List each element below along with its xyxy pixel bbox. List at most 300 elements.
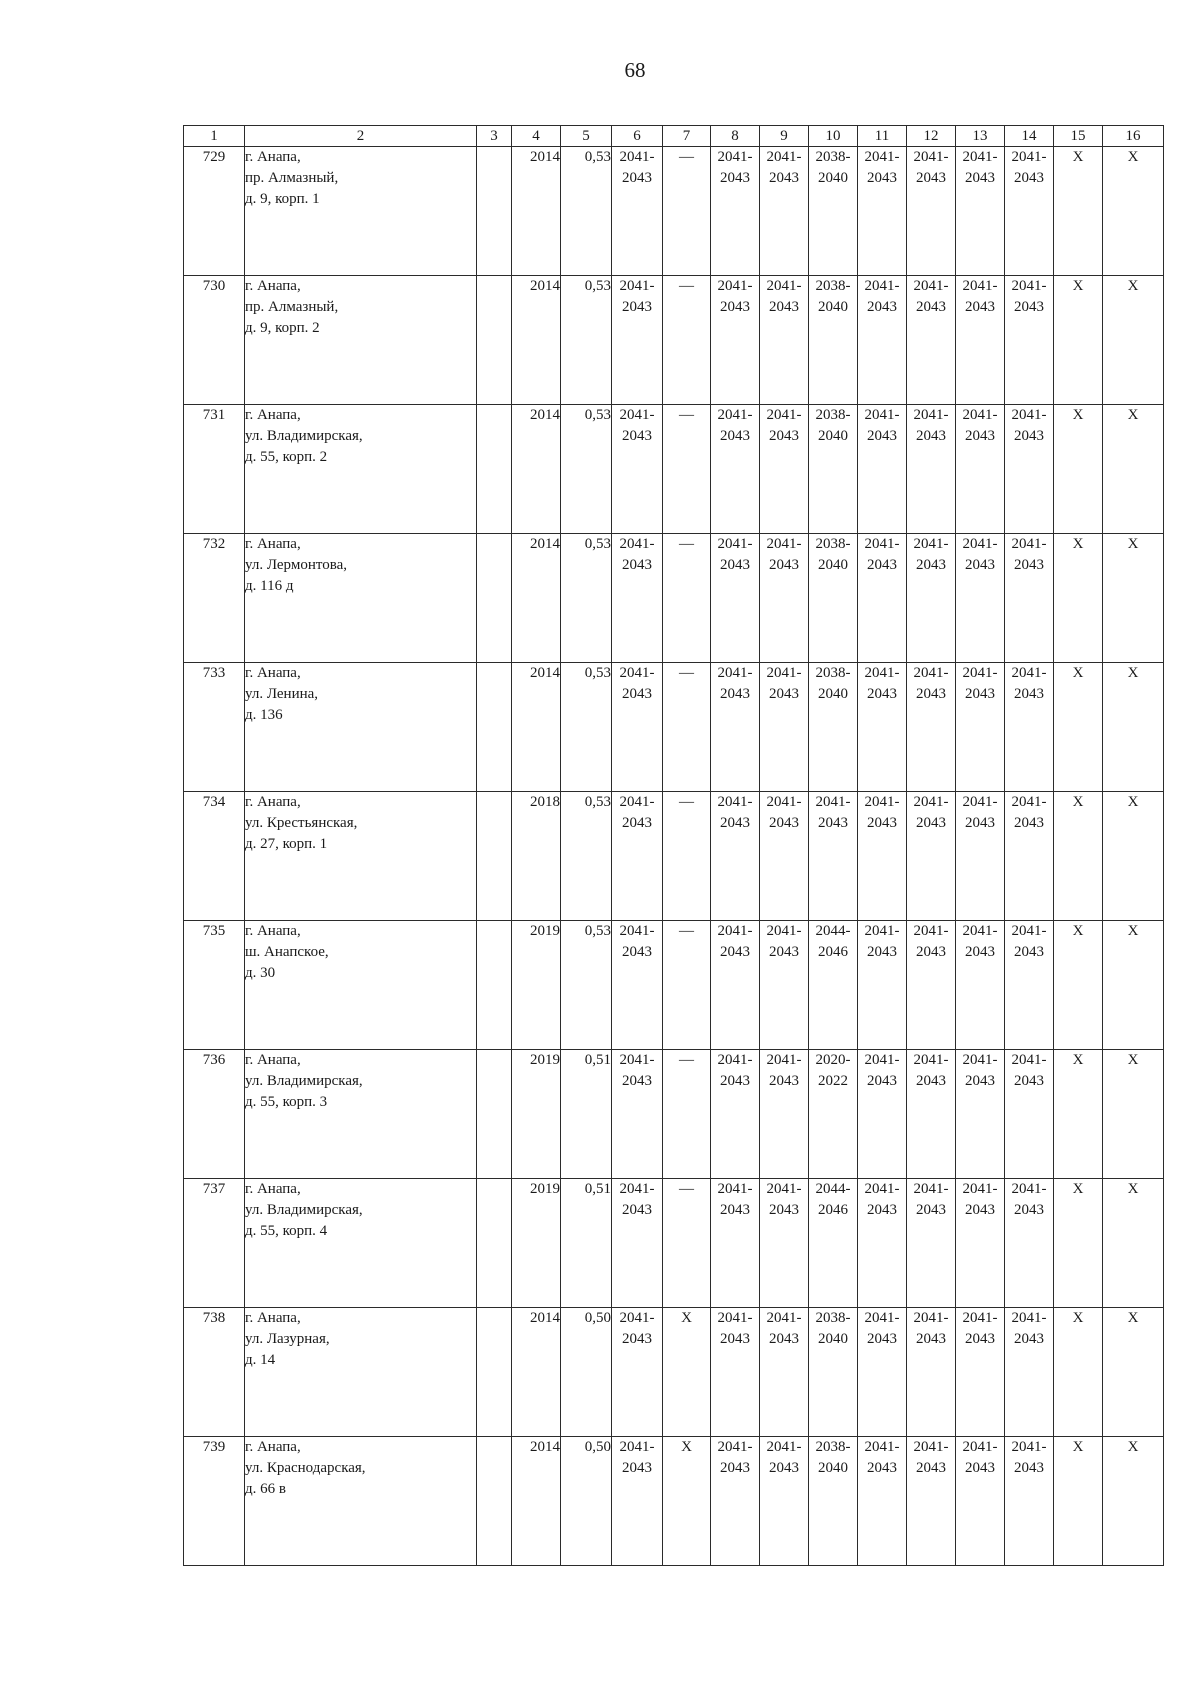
period-end: 2043 <box>622 815 652 831</box>
col-16-cell: X <box>1103 147 1164 276</box>
period-end: 2043 <box>769 1202 799 1218</box>
period-end: 2043 <box>622 686 652 702</box>
address-cell <box>245 1437 477 1566</box>
period-start: 2041- <box>717 149 753 165</box>
column-header: 10 <box>809 126 858 147</box>
period-end: 2040 <box>818 1331 848 1347</box>
period-cell <box>809 1308 858 1437</box>
period-cell <box>612 276 663 405</box>
period-start: 2041- <box>619 536 655 552</box>
period-start: 2041- <box>913 149 949 165</box>
address-cell <box>245 792 477 921</box>
period-end: 2043 <box>867 170 897 186</box>
address-line: г. Анапа, <box>245 1052 301 1068</box>
period-end: 2043 <box>867 944 897 960</box>
period-start: 2038- <box>815 407 851 423</box>
period-cell <box>760 276 809 405</box>
period-start: 2041- <box>962 1439 998 1455</box>
year-cell: 2014 <box>512 534 561 663</box>
period-end: 2043 <box>965 557 995 573</box>
address-line: г. Анапа, <box>245 536 301 552</box>
coefficient-cell: 0,53 <box>561 405 612 534</box>
period-cell <box>907 1308 956 1437</box>
address-line: ул. Владимирская, <box>245 1202 363 1218</box>
period-start: 2041- <box>864 149 900 165</box>
period-cell <box>1005 792 1054 921</box>
period-cell <box>711 1308 760 1437</box>
period-cell <box>858 276 907 405</box>
period-cell <box>956 1050 1005 1179</box>
period-start: 2041- <box>864 536 900 552</box>
period-start: 2038- <box>815 665 851 681</box>
period-cell <box>858 405 907 534</box>
period-start: 2041- <box>766 278 802 294</box>
period-start: 2041- <box>962 278 998 294</box>
address-line: ул. Крестьянская, <box>245 815 358 831</box>
period-start: 2041- <box>619 794 655 810</box>
period-start: 2041- <box>1011 1310 1047 1326</box>
period-cell <box>858 792 907 921</box>
period-end: 2043 <box>916 686 946 702</box>
period-start: 2041- <box>717 1052 753 1068</box>
period-start: 2041- <box>1011 794 1047 810</box>
column-header: 4 <box>512 126 561 147</box>
year-cell: 2019 <box>512 921 561 1050</box>
address-line: д. 136 <box>245 707 283 723</box>
period-end: 2043 <box>769 686 799 702</box>
col-7-cell: X <box>663 1437 711 1566</box>
period-cell <box>956 147 1005 276</box>
period-cell <box>907 147 956 276</box>
period-end: 2022 <box>818 1073 848 1089</box>
period-end: 2043 <box>1014 1460 1044 1476</box>
coefficient-cell: 0,53 <box>561 534 612 663</box>
row-number-cell: 739 <box>184 1437 245 1566</box>
col-7-cell: — <box>663 405 711 534</box>
period-end: 2043 <box>622 428 652 444</box>
year-cell: 2014 <box>512 1437 561 1566</box>
col-15-cell: X <box>1054 1179 1103 1308</box>
period-start: 2041- <box>864 794 900 810</box>
col-3-cell <box>477 405 512 534</box>
period-start: 2041- <box>619 278 655 294</box>
period-end: 2043 <box>965 686 995 702</box>
address-line: г. Анапа, <box>245 923 301 939</box>
period-end: 2046 <box>818 1202 848 1218</box>
period-cell <box>956 1437 1005 1566</box>
period-start: 2041- <box>913 1052 949 1068</box>
period-end: 2043 <box>622 944 652 960</box>
coefficient-cell: 0,51 <box>561 1050 612 1179</box>
period-end: 2043 <box>769 1331 799 1347</box>
period-end: 2043 <box>916 428 946 444</box>
page-number: 68 <box>624 58 646 82</box>
period-end: 2043 <box>720 686 750 702</box>
period-start: 2041- <box>913 1439 949 1455</box>
period-cell <box>711 792 760 921</box>
col-15-cell: X <box>1054 1308 1103 1437</box>
table-row <box>184 1437 1164 1566</box>
period-cell <box>907 663 956 792</box>
period-cell <box>711 1050 760 1179</box>
period-start: 2041- <box>766 407 802 423</box>
period-start: 2038- <box>815 149 851 165</box>
row-number-cell: 737 <box>184 1179 245 1308</box>
period-start: 2041- <box>913 536 949 552</box>
row-number-cell: 730 <box>184 276 245 405</box>
period-cell <box>612 1179 663 1308</box>
column-header: 9 <box>760 126 809 147</box>
period-start: 2044- <box>815 923 851 939</box>
period-end: 2040 <box>818 299 848 315</box>
period-start: 2041- <box>766 794 802 810</box>
period-end: 2043 <box>720 1073 750 1089</box>
period-cell <box>809 276 858 405</box>
period-cell <box>711 1179 760 1308</box>
period-cell <box>809 792 858 921</box>
row-number-cell: 733 <box>184 663 245 792</box>
period-start: 2041- <box>913 794 949 810</box>
column-header: 12 <box>907 126 956 147</box>
period-start: 2041- <box>717 794 753 810</box>
col-3-cell <box>477 1437 512 1566</box>
coefficient-cell: 0,53 <box>561 921 612 1050</box>
column-header: 2 <box>245 126 477 147</box>
period-end: 2043 <box>720 299 750 315</box>
period-end: 2043 <box>720 1202 750 1218</box>
col-16-cell: X <box>1103 792 1164 921</box>
address-line: ул. Владимирская, <box>245 428 363 444</box>
col-15-cell: X <box>1054 405 1103 534</box>
col-7-cell: X <box>663 1308 711 1437</box>
period-start: 2041- <box>766 1052 802 1068</box>
period-cell <box>711 405 760 534</box>
period-start: 2041- <box>717 536 753 552</box>
address-line: пр. Алмазный, <box>245 170 339 186</box>
period-end: 2043 <box>720 428 750 444</box>
address-line: ул. Лазурная, <box>245 1331 330 1347</box>
col-3-cell <box>477 276 512 405</box>
period-end: 2043 <box>916 815 946 831</box>
table-row <box>184 1179 1164 1308</box>
period-start: 2041- <box>619 407 655 423</box>
period-cell <box>760 147 809 276</box>
period-start: 2041- <box>962 1181 998 1197</box>
period-end: 2043 <box>867 815 897 831</box>
period-end: 2043 <box>622 1073 652 1089</box>
period-end: 2043 <box>916 1202 946 1218</box>
period-cell <box>612 921 663 1050</box>
period-end: 2043 <box>622 557 652 573</box>
row-number-cell: 731 <box>184 405 245 534</box>
address-cell <box>245 1050 477 1179</box>
period-start: 2041- <box>962 536 998 552</box>
period-cell <box>956 1179 1005 1308</box>
address-line: д. 55, корп. 4 <box>245 1223 328 1239</box>
period-end: 2043 <box>720 170 750 186</box>
period-cell <box>858 921 907 1050</box>
period-cell <box>956 534 1005 663</box>
col-15-cell: X <box>1054 534 1103 663</box>
period-end: 2043 <box>867 1331 897 1347</box>
col-15-cell: X <box>1054 663 1103 792</box>
col-15-cell: X <box>1054 1050 1103 1179</box>
period-start: 2038- <box>815 278 851 294</box>
address-cell <box>245 276 477 405</box>
period-cell <box>858 663 907 792</box>
address-cell <box>245 1308 477 1437</box>
table-row <box>184 663 1164 792</box>
period-end: 2043 <box>867 1073 897 1089</box>
period-end: 2043 <box>769 815 799 831</box>
address-line: г. Анапа, <box>245 665 301 681</box>
period-start: 2041- <box>962 407 998 423</box>
col-16-cell: X <box>1103 276 1164 405</box>
address-line: г. Анапа, <box>245 794 301 810</box>
period-start: 2041- <box>1011 536 1047 552</box>
coefficient-cell: 0,53 <box>561 663 612 792</box>
period-cell <box>612 1437 663 1566</box>
col-3-cell <box>477 792 512 921</box>
period-end: 2043 <box>622 1460 652 1476</box>
period-end: 2043 <box>916 557 946 573</box>
period-start: 2041- <box>815 794 851 810</box>
period-end: 2040 <box>818 1460 848 1476</box>
period-cell <box>1005 1437 1054 1566</box>
column-header: 3 <box>477 126 512 147</box>
column-header: 7 <box>663 126 711 147</box>
col-3-cell <box>477 534 512 663</box>
column-header: 5 <box>561 126 612 147</box>
period-end: 2040 <box>818 686 848 702</box>
col-15-cell: X <box>1054 921 1103 1050</box>
period-cell <box>907 534 956 663</box>
period-end: 2043 <box>867 557 897 573</box>
period-start: 2041- <box>717 1439 753 1455</box>
period-start: 2041- <box>962 1310 998 1326</box>
row-number-cell: 732 <box>184 534 245 663</box>
period-start: 2041- <box>717 278 753 294</box>
period-cell <box>956 276 1005 405</box>
period-start: 2020- <box>815 1052 851 1068</box>
address-cell <box>245 147 477 276</box>
period-start: 2041- <box>619 1439 655 1455</box>
period-cell <box>612 405 663 534</box>
address-line: г. Анапа, <box>245 1310 301 1326</box>
col-7-cell: — <box>663 1179 711 1308</box>
period-cell <box>809 1179 858 1308</box>
address-line: г. Анапа, <box>245 407 301 423</box>
period-start: 2038- <box>815 536 851 552</box>
period-cell <box>858 534 907 663</box>
period-cell <box>907 921 956 1050</box>
period-cell <box>1005 147 1054 276</box>
period-start: 2041- <box>913 407 949 423</box>
period-cell <box>1005 1308 1054 1437</box>
period-start: 2041- <box>717 665 753 681</box>
period-start: 2038- <box>815 1310 851 1326</box>
period-start: 2041- <box>1011 149 1047 165</box>
column-header: 14 <box>1005 126 1054 147</box>
coefficient-cell: 0,53 <box>561 147 612 276</box>
period-start: 2041- <box>1011 278 1047 294</box>
row-number-cell: 738 <box>184 1308 245 1437</box>
period-end: 2043 <box>769 299 799 315</box>
col-3-cell <box>477 1308 512 1437</box>
period-start: 2041- <box>913 1310 949 1326</box>
year-cell: 2014 <box>512 405 561 534</box>
period-end: 2043 <box>769 557 799 573</box>
coefficient-cell: 0,53 <box>561 792 612 921</box>
period-cell <box>907 1437 956 1566</box>
period-end: 2043 <box>622 1331 652 1347</box>
period-cell <box>612 1308 663 1437</box>
period-start: 2041- <box>864 407 900 423</box>
period-cell <box>760 1179 809 1308</box>
period-cell <box>858 1308 907 1437</box>
period-end: 2043 <box>1014 428 1044 444</box>
address-cell <box>245 663 477 792</box>
period-start: 2041- <box>619 1052 655 1068</box>
period-cell <box>1005 921 1054 1050</box>
table-row <box>184 276 1164 405</box>
period-end: 2043 <box>965 299 995 315</box>
period-end: 2043 <box>1014 299 1044 315</box>
col-16-cell: X <box>1103 1050 1164 1179</box>
period-end: 2043 <box>867 1202 897 1218</box>
period-cell <box>956 405 1005 534</box>
col-7-cell: — <box>663 921 711 1050</box>
period-end: 2043 <box>720 1331 750 1347</box>
period-end: 2043 <box>1014 686 1044 702</box>
period-cell <box>711 147 760 276</box>
period-end: 2043 <box>916 944 946 960</box>
address-line: д. 116 д <box>245 578 294 594</box>
table-row <box>184 792 1164 921</box>
col-16-cell: X <box>1103 1308 1164 1437</box>
col-3-cell <box>477 921 512 1050</box>
col-15-cell: X <box>1054 792 1103 921</box>
period-start: 2041- <box>1011 923 1047 939</box>
address-line: д. 66 в <box>245 1481 286 1497</box>
period-start: 2044- <box>815 1181 851 1197</box>
column-header: 11 <box>858 126 907 147</box>
period-cell <box>711 1437 760 1566</box>
period-cell <box>760 792 809 921</box>
period-start: 2041- <box>913 1181 949 1197</box>
period-cell <box>1005 405 1054 534</box>
coefficient-cell: 0,50 <box>561 1437 612 1566</box>
period-cell <box>760 921 809 1050</box>
table-row <box>184 1050 1164 1179</box>
period-start: 2041- <box>864 665 900 681</box>
period-start: 2041- <box>864 1439 900 1455</box>
period-end: 2040 <box>818 557 848 573</box>
address-line: д. 9, корп. 2 <box>245 320 320 336</box>
address-line: пр. Алмазный, <box>245 299 339 315</box>
period-end: 2043 <box>867 428 897 444</box>
table-row <box>184 147 1164 276</box>
period-start: 2041- <box>619 923 655 939</box>
coefficient-cell: 0,53 <box>561 276 612 405</box>
period-start: 2041- <box>864 278 900 294</box>
period-end: 2043 <box>720 557 750 573</box>
col-3-cell <box>477 1050 512 1179</box>
col-16-cell: X <box>1103 663 1164 792</box>
period-cell <box>1005 1179 1054 1308</box>
period-start: 2041- <box>766 1439 802 1455</box>
period-end: 2043 <box>769 170 799 186</box>
period-end: 2043 <box>916 1073 946 1089</box>
column-header: 6 <box>612 126 663 147</box>
col-15-cell: X <box>1054 276 1103 405</box>
period-cell <box>907 792 956 921</box>
period-start: 2041- <box>1011 665 1047 681</box>
period-end: 2043 <box>1014 815 1044 831</box>
col-3-cell <box>477 147 512 276</box>
period-start: 2041- <box>962 794 998 810</box>
row-number-cell: 729 <box>184 147 245 276</box>
period-end: 2043 <box>867 1460 897 1476</box>
table-row <box>184 921 1164 1050</box>
year-cell: 2014 <box>512 663 561 792</box>
period-cell <box>907 1179 956 1308</box>
period-cell <box>760 534 809 663</box>
period-start: 2041- <box>717 923 753 939</box>
col-7-cell: — <box>663 1050 711 1179</box>
period-cell <box>711 534 760 663</box>
period-start: 2041- <box>766 665 802 681</box>
address-line: д. 55, корп. 2 <box>245 449 328 465</box>
column-header: 15 <box>1054 126 1103 147</box>
period-cell <box>760 1437 809 1566</box>
period-end: 2043 <box>916 1331 946 1347</box>
period-cell <box>907 1050 956 1179</box>
period-cell <box>956 921 1005 1050</box>
period-end: 2043 <box>1014 944 1044 960</box>
period-start: 2041- <box>962 149 998 165</box>
period-start: 2041- <box>717 1181 753 1197</box>
col-16-cell: X <box>1103 921 1164 1050</box>
col-7-cell: — <box>663 663 711 792</box>
period-cell <box>1005 534 1054 663</box>
period-end: 2046 <box>818 944 848 960</box>
address-line: ул. Краснодарская, <box>245 1460 366 1476</box>
period-end: 2043 <box>720 1460 750 1476</box>
period-cell <box>612 147 663 276</box>
address-line: ул. Владимирская, <box>245 1073 363 1089</box>
period-cell <box>711 276 760 405</box>
period-cell <box>809 405 858 534</box>
period-cell <box>1005 663 1054 792</box>
period-end: 2043 <box>867 686 897 702</box>
address-line: ул. Ленина, <box>245 686 319 702</box>
period-end: 2043 <box>720 944 750 960</box>
period-start: 2041- <box>864 1181 900 1197</box>
period-start: 2041- <box>962 1052 998 1068</box>
period-cell <box>956 792 1005 921</box>
period-end: 2043 <box>965 428 995 444</box>
period-start: 2041- <box>962 923 998 939</box>
period-cell <box>809 921 858 1050</box>
period-start: 2041- <box>1011 1439 1047 1455</box>
address-line: г. Анапа, <box>245 1181 301 1197</box>
column-header: 13 <box>956 126 1005 147</box>
column-header: 16 <box>1103 126 1164 147</box>
period-cell <box>858 147 907 276</box>
period-start: 2041- <box>619 1181 655 1197</box>
period-end: 2043 <box>720 815 750 831</box>
